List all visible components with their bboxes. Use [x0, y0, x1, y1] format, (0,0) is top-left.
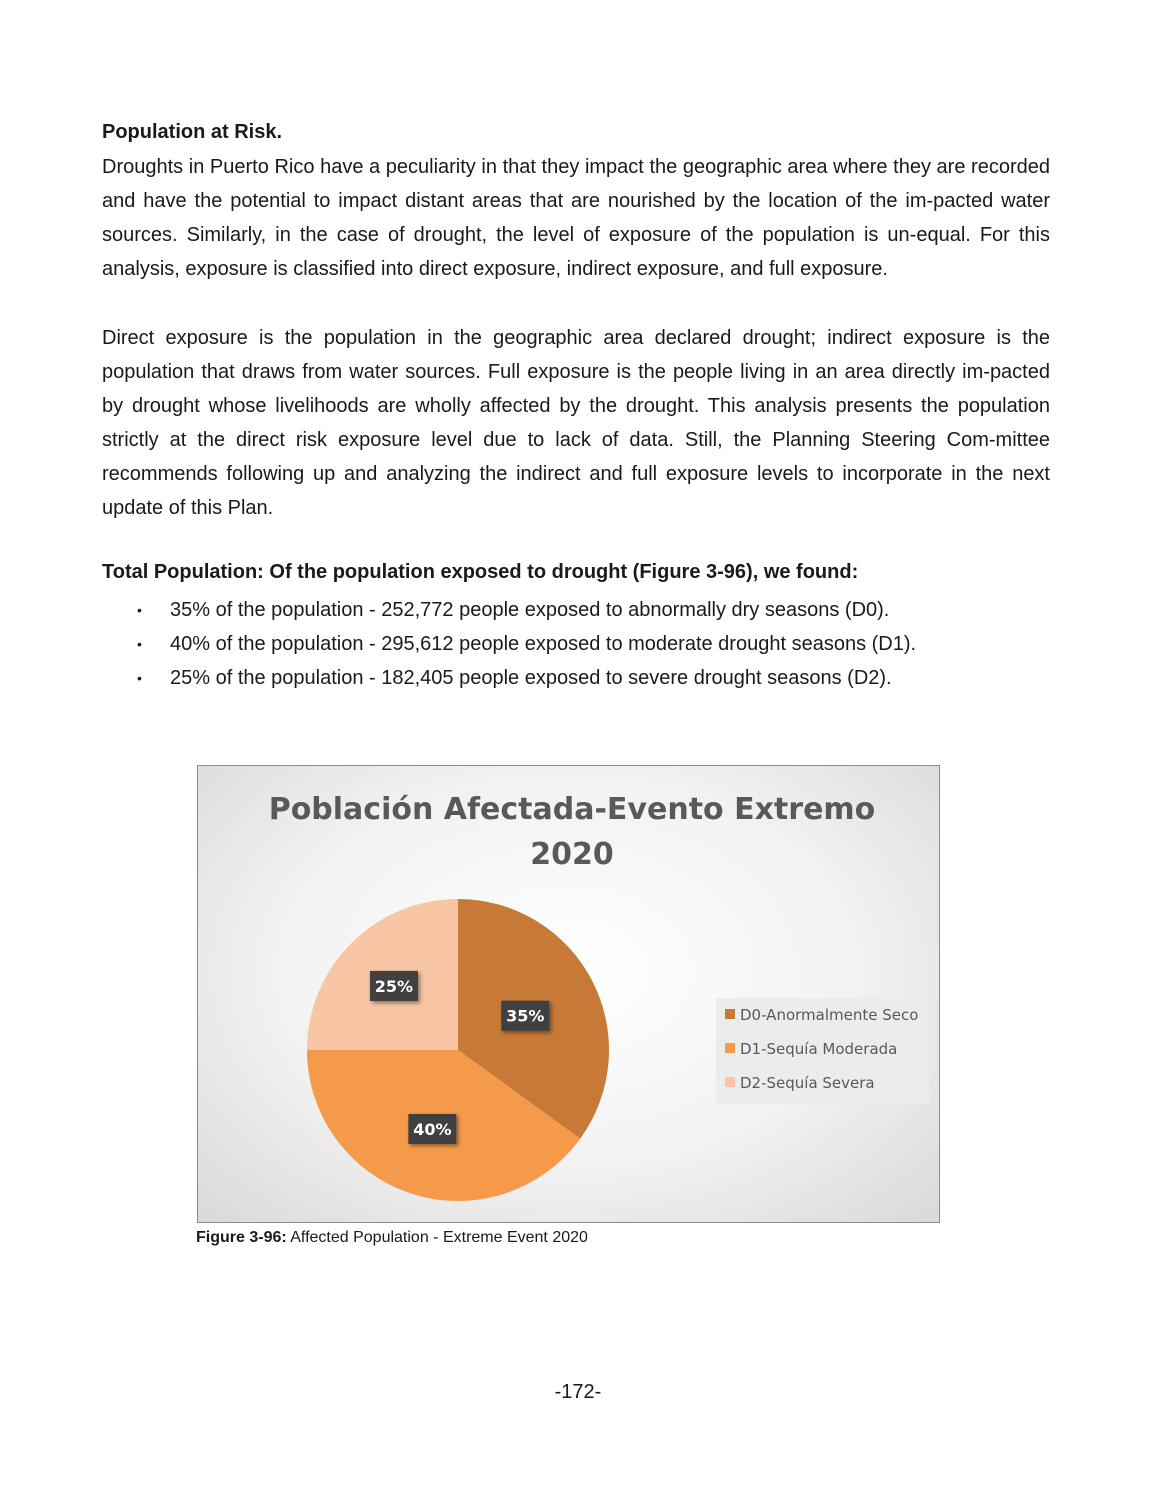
bullet-item [102, 627, 916, 661]
bullet-text: 40% of the population - 295,612 people exposed to moderate drought seasons (D1). [170, 633, 917, 655]
section-heading: Population at Risk. [102, 121, 283, 143]
bullet-text: 35% of the population - 252,772 people exposed to abnormally dry seasons (D0). [170, 599, 890, 621]
bullet-item [102, 593, 916, 627]
page-number: -172- [554, 1381, 602, 1403]
bullet-dot: • [137, 670, 142, 686]
data-label-0 [501, 1001, 549, 1031]
chart-title-line2: 2020 [530, 837, 614, 872]
data-label-text: 35% [506, 1006, 545, 1026]
figure-caption [196, 1229, 588, 1247]
bullet-item [102, 661, 916, 695]
legend-label-1: D1-Sequía Moderada [740, 1040, 898, 1058]
data-label-2 [370, 971, 418, 1001]
data-label-text: 40% [413, 1119, 452, 1139]
data-label-text: 25% [374, 976, 414, 996]
data-label-1 [408, 1114, 456, 1144]
legend-swatch-1 [725, 1043, 735, 1053]
caption-label: Figure 3-96: [196, 1229, 287, 1246]
chart-title-line1: Población Afectada-Evento Extremo [268, 792, 876, 827]
pie-chart [198, 766, 940, 1223]
legend-label-2: D2-Sequía Severa [740, 1074, 875, 1092]
pie-chart-figure [197, 765, 940, 1223]
exposure-bullet-list [102, 593, 916, 695]
legend-swatch-2 [725, 1077, 735, 1087]
bullet-dot: • [137, 636, 142, 652]
legend-label-0: D0-Anormalmente Seco [740, 1006, 919, 1024]
caption-text: Affected Population - Extreme Event 2020 [290, 1229, 588, 1246]
paragraph-exposure-levels: Direct exposure is the population in the geographic area declared drought; indirect exposure is the population that draws from water sources. Full exposure is the people living in an area directly im-pacted by drought whose livelihoods are wholly affected by the drought. This analysis presents the population strictly at the direct risk exposure level due to lack of data. Still, the Planning Steering Com-mittee recommends following up and analyzing the indirect and full exposure levels to incorporate in the next update of this Plan. [102, 327, 1050, 519]
legend-swatch-0 [725, 1009, 735, 1019]
bullet-text: 25% of the population - 182,405 people exposed to severe drought seasons (D2). [170, 667, 892, 689]
bullet-dot: • [137, 602, 142, 618]
total-population-heading: Total Population: Of the population exposed to drought (Figure 3-96), we found: [102, 561, 859, 583]
paragraph-population-risk: Droughts in Puerto Rico have a peculiarity in that they impact the geographic area where they are recorded and have the potential to impact distant areas that are nourished by the location of the im-pacted water sources. Similarly, in the case of drought, the level of exposure of the population is un-equal. For this analysis, exposure is classified into direct exposure, indirect exposure, and full exposure. [102, 156, 1050, 280]
